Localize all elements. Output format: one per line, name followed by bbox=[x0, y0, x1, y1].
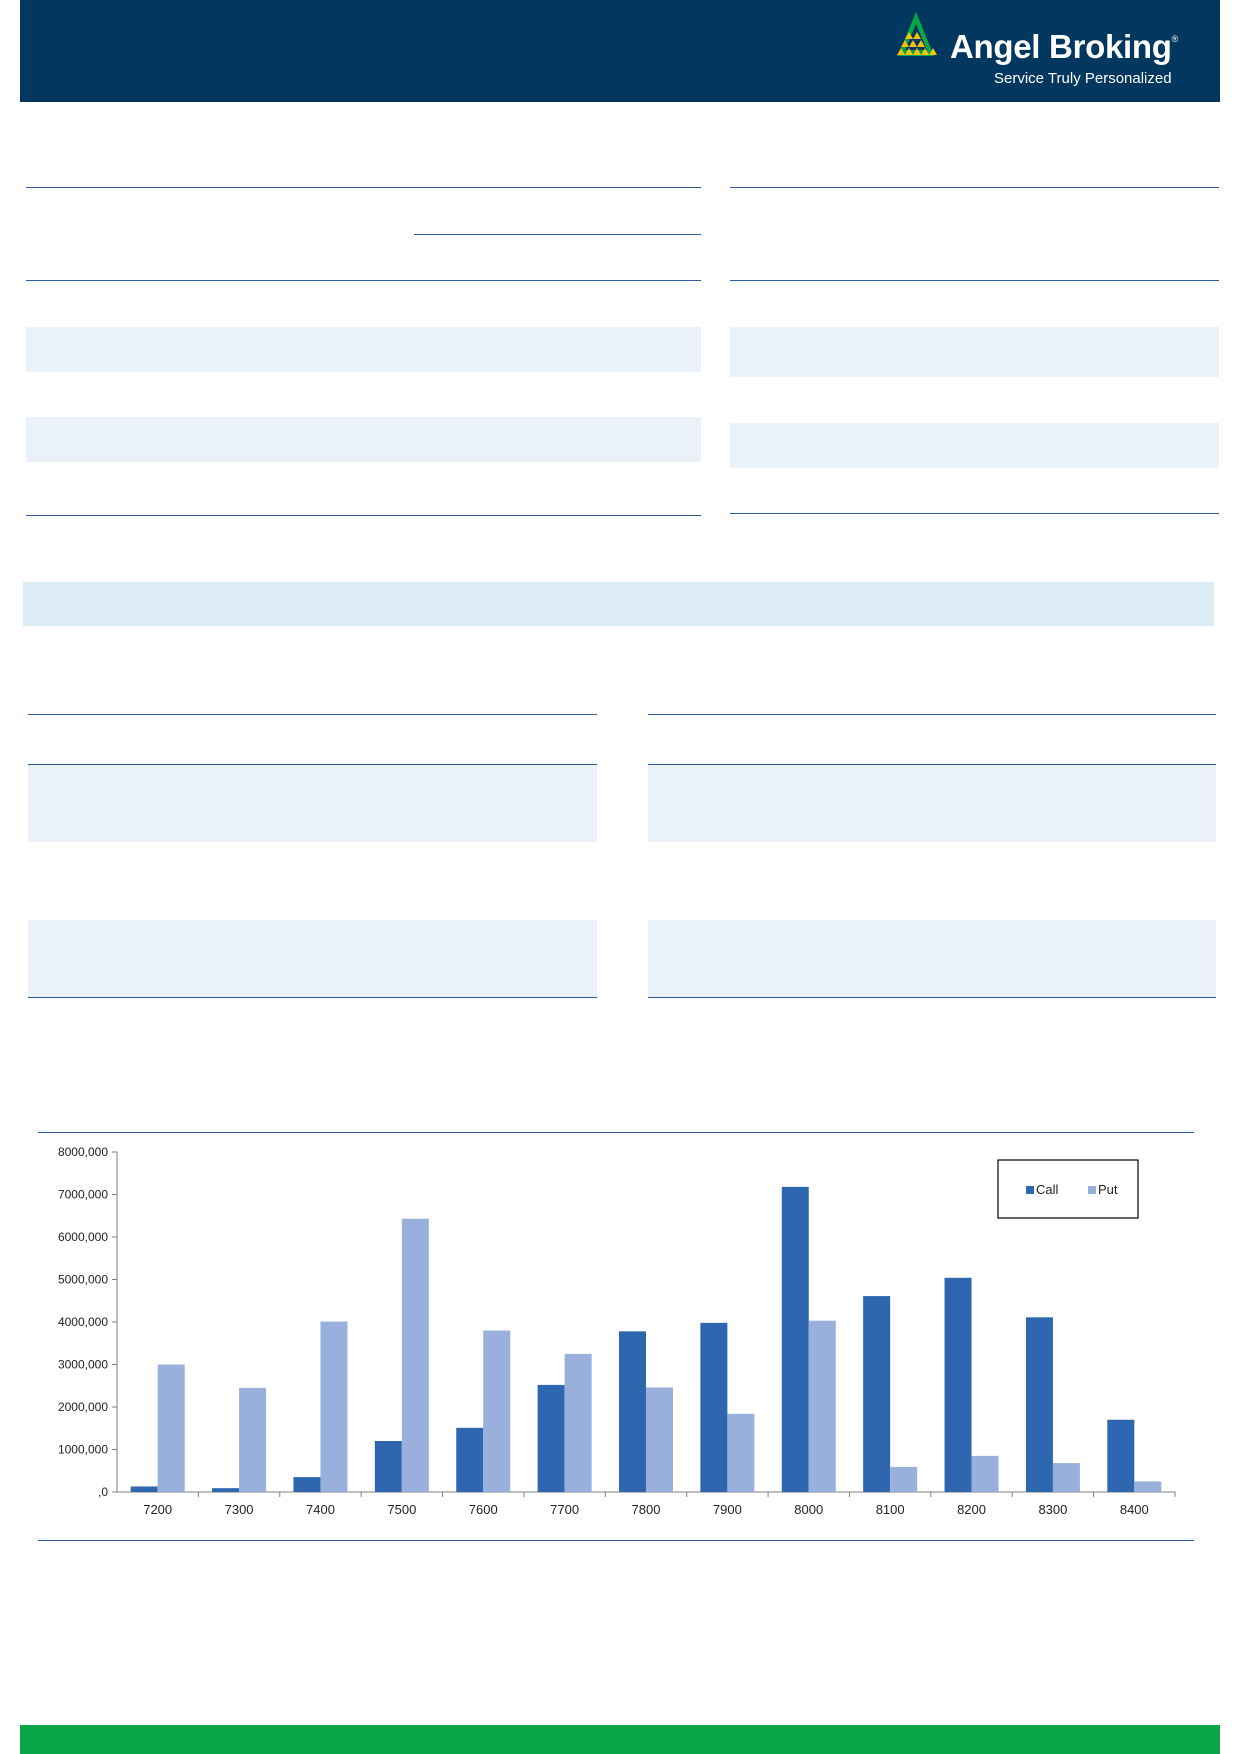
tagline: Service Truly Personalized bbox=[994, 70, 1172, 87]
bar-call bbox=[619, 1331, 646, 1492]
bar-call bbox=[863, 1296, 890, 1492]
table-row-shade bbox=[730, 423, 1219, 468]
bar-put bbox=[320, 1322, 347, 1492]
bar-call bbox=[782, 1187, 809, 1492]
x-tick-label: 7600 bbox=[468, 1502, 498, 1517]
logo-triangle-icon bbox=[884, 10, 954, 70]
x-tick-label: 7200 bbox=[143, 1502, 173, 1517]
table-row-shade bbox=[26, 327, 701, 372]
bar-put bbox=[727, 1414, 754, 1492]
x-tick-label: 7300 bbox=[224, 1502, 254, 1517]
table-rule bbox=[648, 714, 1216, 715]
x-tick-label: 7800 bbox=[631, 1502, 661, 1517]
x-tick-label: 8300 bbox=[1038, 1502, 1068, 1517]
angel-broking-logo bbox=[884, 10, 1184, 92]
table-rule bbox=[730, 280, 1219, 281]
bar-put bbox=[1053, 1463, 1080, 1492]
footer-bar bbox=[20, 1725, 1220, 1754]
table-row-shade bbox=[648, 920, 1216, 997]
open-interest-chart bbox=[38, 1130, 1194, 1542]
table-row-shade bbox=[28, 920, 597, 997]
bar-put bbox=[565, 1354, 592, 1492]
header-banner bbox=[20, 0, 1220, 102]
bar-put bbox=[1134, 1481, 1161, 1492]
brand-name-text: Angel Broking bbox=[950, 28, 1172, 65]
y-tick-label: 6000,000 bbox=[57, 1230, 108, 1244]
bar-call bbox=[945, 1278, 972, 1492]
table-rule bbox=[28, 714, 597, 715]
legend-swatch-put bbox=[1088, 1186, 1096, 1194]
section-header-band bbox=[23, 582, 1214, 626]
x-tick-label: 8200 bbox=[957, 1502, 986, 1517]
x-tick-label: 7400 bbox=[306, 1502, 335, 1517]
x-tick-label: 8100 bbox=[875, 1502, 905, 1517]
table-rule bbox=[28, 997, 597, 998]
table-row-shade bbox=[26, 417, 701, 462]
x-tick-label: 8000 bbox=[794, 1502, 824, 1517]
table-rule bbox=[26, 187, 701, 188]
bar-chart-svg bbox=[38, 1130, 1194, 1542]
bar-put bbox=[646, 1387, 673, 1492]
table-row-shade bbox=[648, 765, 1216, 842]
table-rule bbox=[648, 997, 1216, 998]
bar-put bbox=[809, 1321, 836, 1492]
bar-put bbox=[402, 1219, 429, 1492]
table-rule bbox=[26, 280, 701, 281]
y-tick-label: 5000,000 bbox=[57, 1272, 108, 1287]
table-rule bbox=[414, 234, 701, 235]
bar-call bbox=[131, 1486, 158, 1492]
y-tick-label: 1000,000 bbox=[57, 1442, 108, 1457]
bar-put bbox=[890, 1467, 917, 1492]
table-rule bbox=[730, 187, 1219, 188]
legend-label-put: Put bbox=[1098, 1182, 1118, 1197]
bar-put bbox=[239, 1388, 266, 1492]
bar-put bbox=[972, 1456, 999, 1492]
y-tick-label: 2000,000 bbox=[57, 1400, 108, 1414]
x-tick-label: 7500 bbox=[387, 1502, 417, 1517]
legend-swatch-call bbox=[1026, 1186, 1034, 1194]
x-tick-label: 7700 bbox=[550, 1502, 580, 1517]
table-row-shade bbox=[730, 327, 1219, 377]
y-tick-label: ,0 bbox=[97, 1485, 108, 1499]
bar-put bbox=[483, 1331, 510, 1493]
table-rule bbox=[26, 515, 701, 516]
bar-call bbox=[375, 1441, 402, 1492]
bar-call bbox=[212, 1488, 239, 1492]
registered-mark: ® bbox=[1171, 34, 1178, 44]
bar-call bbox=[1107, 1420, 1134, 1492]
y-tick-label: 7000,000 bbox=[57, 1187, 108, 1202]
table-row-shade bbox=[28, 765, 597, 842]
brand-name bbox=[950, 30, 1178, 63]
y-tick-label: 3000,000 bbox=[57, 1357, 108, 1372]
bar-call bbox=[700, 1323, 727, 1492]
bar-call bbox=[538, 1385, 565, 1492]
table-rule bbox=[730, 513, 1219, 514]
bar-put bbox=[158, 1365, 185, 1493]
x-tick-label: 8400 bbox=[1119, 1502, 1149, 1517]
legend-label-call: Call bbox=[1036, 1182, 1059, 1197]
bar-call bbox=[456, 1428, 483, 1492]
y-tick-label: 4000,000 bbox=[57, 1315, 108, 1329]
bar-call bbox=[293, 1477, 320, 1492]
x-tick-label: 7900 bbox=[712, 1502, 742, 1517]
y-tick-label: 8000,000 bbox=[57, 1145, 108, 1159]
bar-call bbox=[1026, 1317, 1053, 1492]
